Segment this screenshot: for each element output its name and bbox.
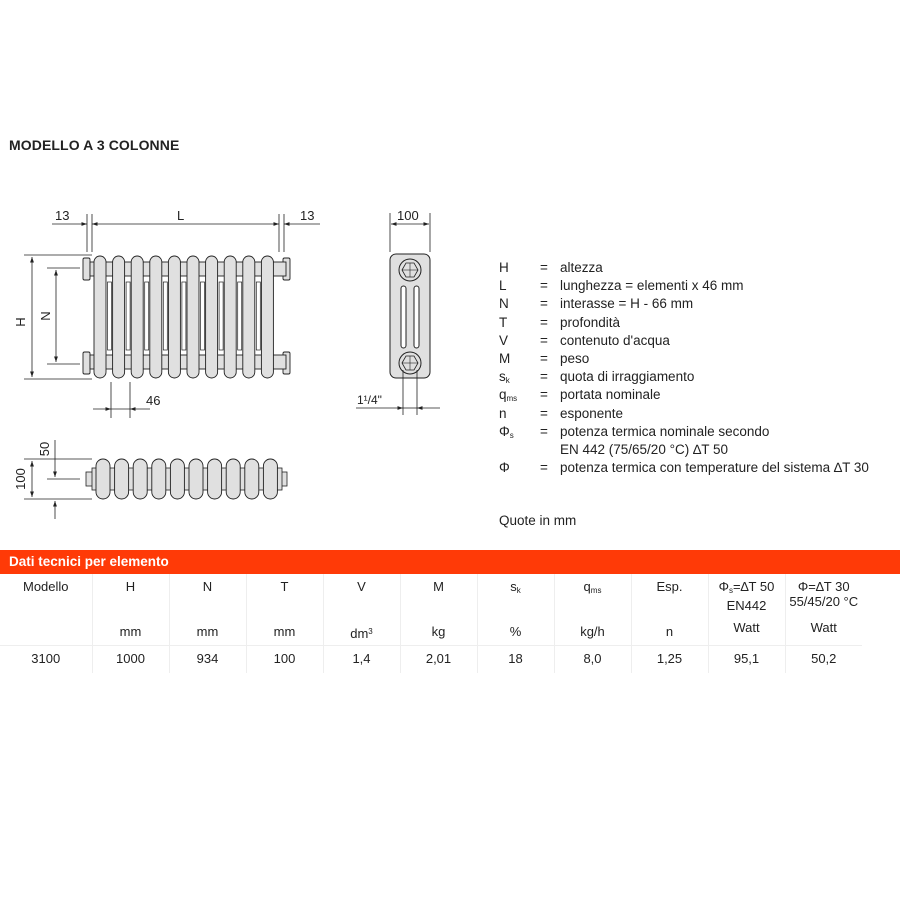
column-unit: kg [400, 625, 477, 646]
legend-symbol: $\Phi_s$ [499, 423, 514, 440]
table-row [0, 646, 862, 674]
legend-equals: = [540, 296, 548, 312]
table-cell: 100 [246, 646, 323, 674]
table-cell: 1000 [92, 646, 169, 674]
legend-equals: = [540, 314, 548, 330]
column-header: H [92, 574, 169, 625]
legend-equals: = [540, 405, 548, 421]
dim-height: H [13, 317, 28, 327]
column-unit: Watt [785, 625, 862, 646]
legend-equals: = [540, 260, 548, 275]
column-header: Esp. [631, 574, 708, 625]
legend-symbol: Φ [499, 460, 510, 476]
legend-equals: = [540, 332, 548, 348]
radiator-column [187, 256, 199, 378]
column-unit: % [477, 625, 554, 646]
radiator-column [261, 256, 273, 378]
column-gap [126, 282, 130, 350]
radiator-element-top [133, 459, 147, 499]
column-gap [163, 282, 167, 350]
legend-description: potenza termica con temperature del sistema ∆T 30 [560, 460, 869, 476]
legend-description: potenza termica nominale secondo [560, 423, 770, 439]
column-unit [0, 625, 92, 646]
table-cell: 18 [477, 646, 554, 674]
dim-axis: N [38, 311, 53, 321]
column-header: T [246, 574, 323, 625]
top-dim-half: 50 [37, 441, 52, 457]
column-gap [219, 282, 223, 350]
legend-description: peso [560, 350, 590, 366]
units-note: Quote in mm [499, 513, 577, 528]
legend-description: lunghezza = elementi x 46 mm [560, 278, 744, 294]
legend-symbol: $q_{ms}$ [499, 387, 518, 404]
column-unit: mm [92, 625, 169, 646]
radiator-element-top [170, 459, 184, 499]
radiator-element-top [115, 459, 129, 499]
column-gap [256, 282, 260, 350]
radiator-element-top [96, 459, 110, 499]
legend-description: profondità [560, 314, 621, 330]
radiator-element-top [152, 459, 166, 499]
dim-left-gap: 13 [55, 208, 70, 223]
top-dim-depth: 100 [13, 468, 28, 490]
table-cell: 1,25 [631, 646, 708, 674]
dim-element: 46 [146, 393, 161, 408]
dim-length: L [177, 208, 185, 223]
legend-symbol: M [499, 350, 511, 366]
radiator-column [131, 256, 143, 378]
column-header: $\Phi_s=\Delta T$ 50 EN442 [708, 574, 785, 625]
column-gap [182, 282, 186, 350]
radiator-element-top [263, 459, 277, 499]
column-header: M [400, 574, 477, 625]
legend-description: EN 442 (75/65/20 °C) ∆T 50 [560, 441, 728, 457]
radiator-column [224, 256, 236, 378]
front-view-drawing [13, 208, 320, 418]
top-view-drawing [13, 440, 287, 519]
table-cell: 95,1 [708, 646, 785, 674]
column-header: V [323, 574, 400, 625]
legend-equals: = [540, 423, 548, 439]
column-unit: $dm^3$ [323, 625, 400, 646]
table-cell: 2,01 [400, 646, 477, 674]
table-cell: 3100 [0, 646, 92, 674]
radiator-column [243, 256, 255, 378]
table-cell: 50,2 [785, 646, 862, 674]
legend-symbol: L [499, 278, 507, 294]
dim-depth: 100 [397, 208, 419, 223]
legend-description: portata nominale [560, 387, 661, 403]
legend-equals: = [540, 460, 548, 476]
plug-cap [83, 258, 90, 280]
legend-description: contenuto d'acqua [560, 332, 670, 348]
radiator-element-top [189, 459, 203, 499]
radiator-elements-top [86, 459, 287, 499]
dim-thread: 1¹/4" [357, 393, 382, 407]
legend-equals: = [540, 278, 548, 294]
radiator-column [206, 256, 218, 378]
table-cell: 8,0 [554, 646, 631, 674]
legend-symbol: H [499, 260, 509, 275]
column-header: Φ=∆T 30 55/45/20 °C [785, 574, 862, 625]
radiator-column [168, 256, 180, 378]
legend-symbol: N [499, 296, 509, 312]
table-title: Dati tecnici per elemento [9, 554, 169, 569]
legend-equals: = [540, 369, 548, 385]
plug-cap [83, 352, 90, 374]
column-unit: kg/h [554, 625, 631, 646]
legend-symbol: T [499, 314, 508, 330]
table-cell: 1,4 [323, 646, 400, 674]
technical-data-table [0, 574, 862, 673]
radiator-element-top [226, 459, 240, 499]
radiator-element-top [208, 459, 222, 499]
legend-symbol: V [499, 332, 509, 348]
radiator-element-top [245, 459, 259, 499]
column-gap [238, 282, 242, 350]
column-header: N [169, 574, 246, 625]
radiator-column [113, 256, 125, 378]
column-unit: Watt [708, 625, 785, 646]
radiator-column [94, 256, 106, 378]
table-banner [0, 550, 900, 574]
column-gap [108, 282, 112, 350]
legend-symbol: n [499, 405, 507, 421]
column-unit: mm [169, 625, 246, 646]
dim-right-gap: 13 [300, 208, 315, 223]
column-unit: n [631, 625, 708, 646]
table-cell: 934 [169, 646, 246, 674]
page-title: MODELLO A 3 COLONNE [9, 137, 180, 153]
column-header: $s_k$ [477, 574, 554, 625]
radiator-elements-front [83, 256, 290, 378]
legend-description: esponente [560, 405, 624, 421]
column-header: Modello [22, 579, 69, 594]
legend-equals: = [540, 387, 548, 403]
column-header: $q_{ms}$ [554, 574, 631, 625]
column-gap [201, 282, 205, 350]
column-gap [145, 282, 149, 350]
legend-description: interasse = H - 66 mm [560, 296, 694, 312]
side-view-drawing [356, 208, 440, 415]
legend-description: altezza [560, 260, 603, 275]
legend-equals: = [540, 350, 548, 366]
radiator-column [150, 256, 162, 378]
column-unit: mm [246, 625, 323, 646]
legend-description: quota di irraggiamento [560, 369, 695, 385]
legend-symbol: $s_k$ [499, 369, 510, 386]
